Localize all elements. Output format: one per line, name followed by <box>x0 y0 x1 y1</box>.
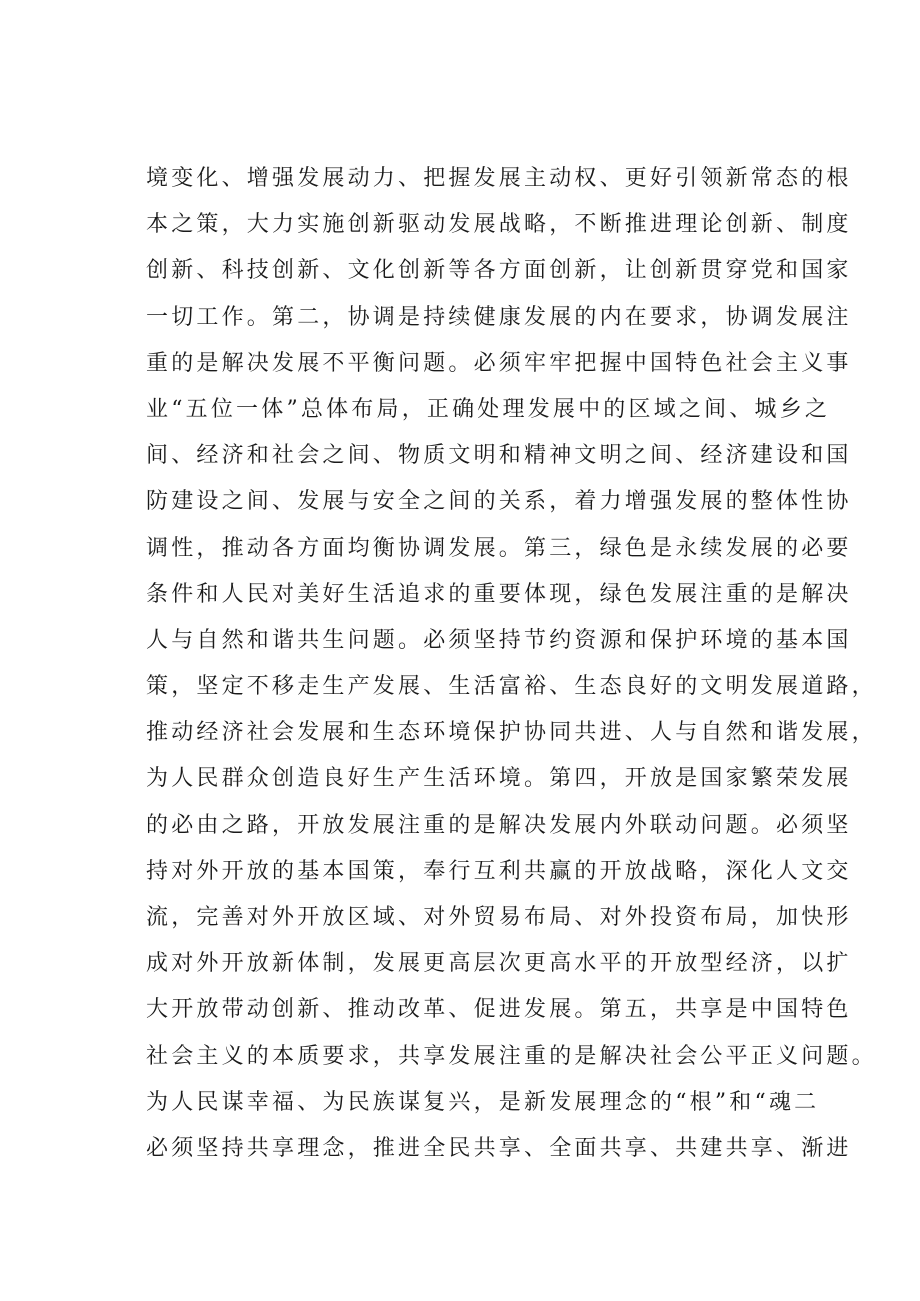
text-line-10: 条件和人民对美好生活追求的重要体现，绿色发展注重的是解决 <box>146 581 852 607</box>
text-line-21: 为人民谋幸福、为民族谋复兴，是新发展理念的“根”和“魂二 <box>146 1089 820 1115</box>
text-line-22: 必须坚持共享理念，推进全民共享、全面共享、共建共享、渐进 <box>146 1135 852 1161</box>
text-line-7: 间、经济和社会之间、物质文明和精神文明之间、经济建设和国 <box>146 443 852 469</box>
body-text <box>146 156 877 1172</box>
text-line-14: 为人民群众创造良好生产生活环境。第四，开放是国家繁荣发展 <box>146 766 852 792</box>
text-line-2: 本之策，大力实施创新驱动发展战略，不断推进理论创新、制度 <box>146 212 852 238</box>
text-line-19: 大开放带动创新、推动改革、促进发展。第五，共享是中国特色 <box>146 997 852 1023</box>
text-line-8: 防建设之间、发展与安全之间的关系，着力增强发展的整体性协 <box>146 489 852 515</box>
text-line-6: 业“五位一体”总体布局，正确处理发展中的区域之间、城乡之 <box>146 396 831 422</box>
text-line-15: 的必由之路，开放发展注重的是解决发展内外联动问题。必须坚 <box>146 812 852 838</box>
text-line-12: 策，坚定不移走生产发展、生活富裕、生态良好的文明发展道路， <box>146 674 877 700</box>
text-line-17: 流，完善对外开放区域、对外贸易布局、对外投资布局，加快形 <box>146 905 852 930</box>
text-line-3: 创新、科技创新、文化创新等各方面创新，让创新贯穿党和国家 <box>146 258 852 284</box>
text-line-5: 重的是解决发展不平衡问题。必须牢牢把握中国特色社会主义事 <box>146 350 852 376</box>
text-line-16: 持对外开放的基本国策，奉行互利共赢的开放战略，深化人文交 <box>146 858 852 884</box>
text-line-9: 调性，推动各方面均衡协调发展。第三，绿色是永续发展的必要 <box>146 535 852 561</box>
text-line-11: 人与自然和谐共生问题。必须坚持节约资源和保护环境的基本国 <box>146 627 852 653</box>
text-line-13: 推动经济社会发展和生态环境保护协同共进、人与自然和谐发展， <box>146 720 877 746</box>
text-line-4: 一切工作。第二，协调是持续健康发展的内在要求，协调发展注 <box>146 304 852 330</box>
text-line-1: 境变化、增强发展动力、把握发展主动权、更好引领新常态的根 <box>146 166 852 191</box>
text-line-20: 社会主义的本质要求，共享发展注重的是解决社会公平正义问题。 <box>146 1043 877 1069</box>
text-line-18: 成对外开放新体制，发展更高层次更高水平的开放型经济，以扩 <box>146 951 852 977</box>
